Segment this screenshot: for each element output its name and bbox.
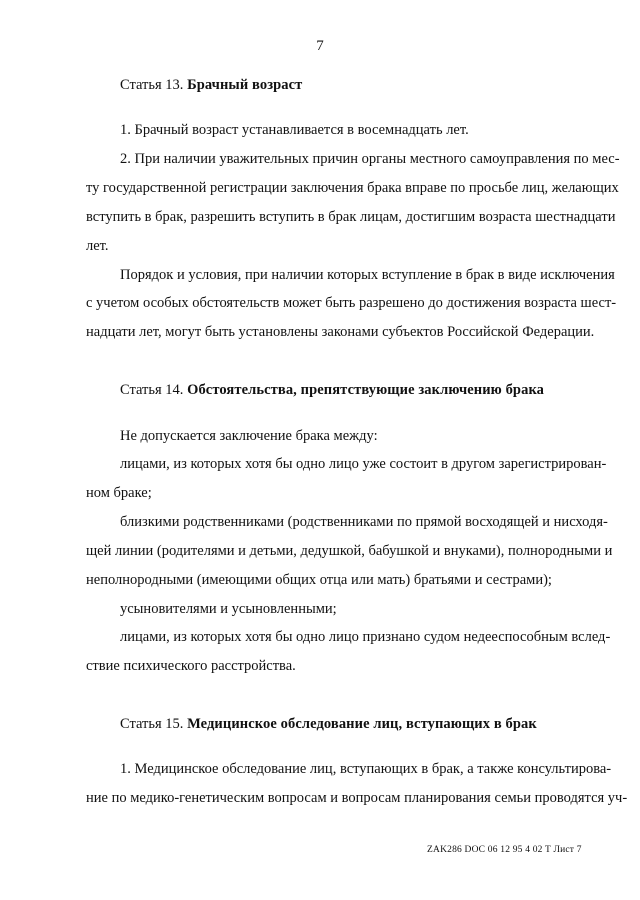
article-15-label: Статья 15.	[120, 716, 184, 732]
paragraph-line: лицами, из которых хотя бы одно лицо уже состоит в другом зарегистрирован-	[120, 456, 607, 472]
article-14-title: Обстоятельства, препятствующие заключению брака	[187, 382, 545, 398]
paragraph-line: с учетом особых обстоятельств может быть разрешено до достижения возраста шест-	[86, 295, 617, 311]
article-13-label: Статья 13.	[120, 77, 184, 93]
paragraph-line: Не допускается заключение брака между:	[120, 428, 378, 444]
paragraph-line: 1. Медицинское обследование лиц, вступающих в брак, а также консультирова-	[120, 761, 612, 777]
paragraph-line: лет.	[86, 238, 109, 254]
document-footer: ZAK286 DOC 06 12 95 4 02 T Лист 7	[427, 845, 582, 855]
paragraph-line: неполнородными (имеющими общих отца или мать) братьями и сестрами);	[86, 572, 552, 588]
page-number: 7	[316, 38, 324, 54]
paragraph-line: близкими родственниками (родственниками по прямой восходящей и нисходя-	[120, 514, 608, 530]
paragraph-line: Порядок и условия, при наличии которых вступление в брак в виде исключения	[120, 267, 615, 283]
article-15-heading	[120, 716, 537, 733]
paragraph-line: ние по медико-генетическим вопросам и вопросам планирования семьи проводятся уч-	[86, 790, 628, 806]
paragraph-line: вступить в брак, разрешить вступить в брак лицам, достигшим возраста шестнадцати	[86, 209, 616, 225]
article-15-title: Медицинское обследование лиц, вступающих в брак	[187, 716, 537, 732]
paragraph-line: 1. Брачный возраст устанавливается в восемнадцать лет.	[120, 122, 469, 138]
paragraph-line: ствие психического расстройства.	[86, 658, 296, 674]
paragraph-line: щей линии (родителями и детьми, дедушкой, бабушкой и внуками), полнородными и	[86, 543, 613, 559]
article-13-title: Брачный возраст	[187, 77, 303, 93]
paragraph-line: лицами, из которых хотя бы одно лицо признано судом недееспособным вслед-	[120, 629, 611, 645]
paragraph-line: ном браке;	[86, 485, 152, 501]
article-13-heading	[120, 77, 302, 94]
paragraph-line: надцати лет, могут быть установлены законами субъектов Российской Федерации.	[86, 324, 595, 340]
article-14-label: Статья 14.	[120, 382, 184, 398]
article-14-heading	[120, 382, 544, 399]
paragraph-line: ту государственной регистрации заключения брака вправе по просьбе лиц, желающих	[86, 180, 619, 196]
paragraph-line: 2. При наличии уважительных причин органы местного самоуправления по мес-	[120, 151, 620, 167]
paragraph-line: усыновителями и усыновленными;	[120, 601, 337, 617]
